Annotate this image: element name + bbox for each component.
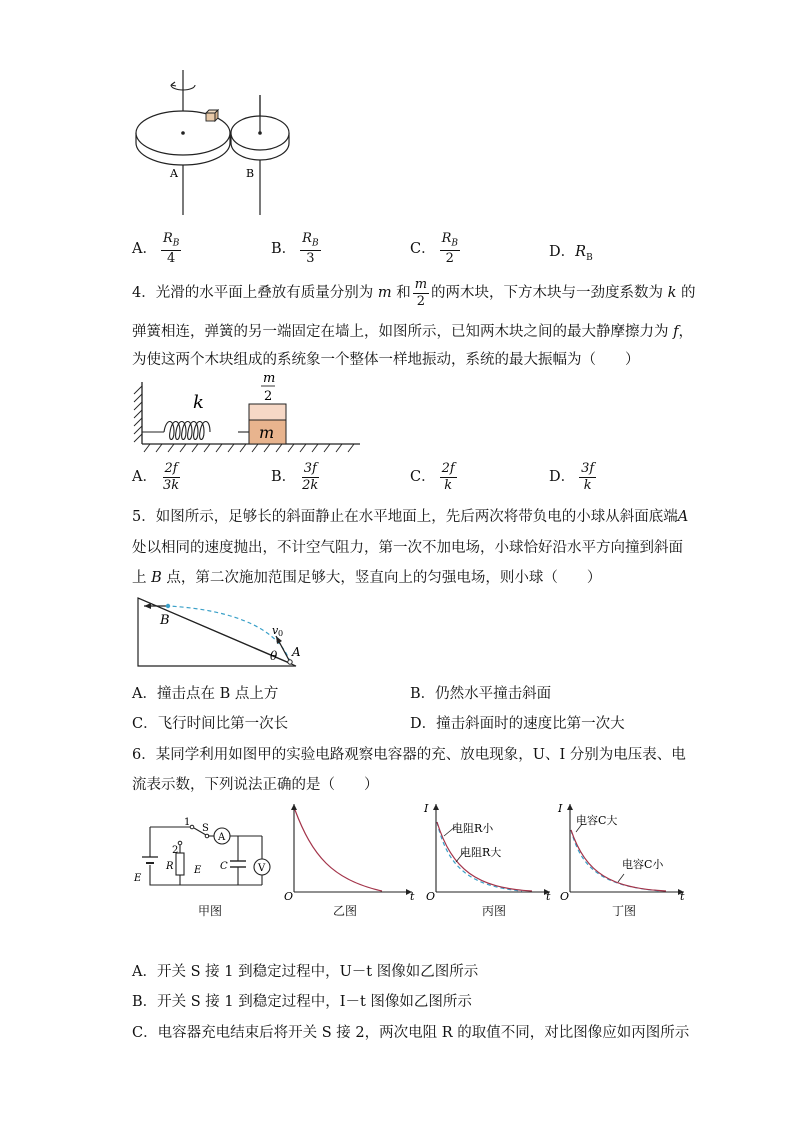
figure-q3-wheels — [128, 65, 308, 217]
label-wheel-a: A — [170, 167, 178, 180]
contact-1: 1 — [184, 817, 191, 828]
caption-bing: 丙图 — [482, 904, 507, 918]
q5-option-b[interactable]: B．仍然水平撞击斜面 — [410, 686, 552, 702]
block-top-num: m — [263, 372, 276, 386]
q3-option-b[interactable]: B． $\frac{R_B}{3}$ — [271, 231, 319, 267]
contact-2: 2 — [172, 845, 179, 856]
q6-line-1: 6．某同学利用如图甲的实验电路观察电容器的充、放电现象，U、I 分别为电压表、电 — [132, 747, 686, 763]
q6-option-c[interactable]: C．电容器充电结束后将开关 S 接 2，两次电阻 R 的取值不同，对比图像应如丙图所示 — [132, 1025, 690, 1041]
point-a: A — [292, 645, 301, 659]
voltmeter-v: V — [258, 863, 266, 874]
spring-label-k: k — [193, 392, 204, 413]
figure-q5-incline — [130, 592, 305, 672]
q3-option-c[interactable]: C． $\frac{R_B}{2}$ — [410, 231, 459, 267]
q3-option-a[interactable]: A． $\frac{R_B}{4}$ — [132, 231, 180, 267]
capacitor-c: C — [220, 861, 228, 872]
switch-s: S — [202, 823, 209, 834]
origin-ding: O — [560, 890, 570, 902]
block-m-label: m — [259, 423, 275, 442]
caption-yi: 乙图 — [333, 904, 358, 918]
figure-q6-circuit — [132, 815, 277, 905]
q5-option-a[interactable]: A．撞击点在 B 点上方 — [132, 686, 279, 702]
i-axis-ding: I — [558, 802, 563, 815]
emf-e-left: E — [134, 873, 142, 884]
q5-line-2: 处以相同的速度抛出，不计空气阻力，第一次不加电场，小球恰好沿水平方向撞到斜面 — [132, 540, 683, 556]
origin-bing: O — [426, 890, 436, 902]
q6-line-2: 流表示数，下列说法正确的是（ ） — [132, 777, 379, 793]
q6-option-a[interactable]: A．开关 S 接 1 到稳定过程中，U－t 图像如乙图所示 — [132, 964, 479, 980]
point-b: B — [160, 613, 170, 628]
q4-option-c[interactable]: C． $\frac{2f}{k}$ — [410, 461, 455, 493]
label-wheel-b: B — [246, 167, 255, 180]
i-axis-bing: I — [424, 802, 429, 815]
caption-jia: 甲图 — [198, 904, 223, 918]
q4-line-2: 弹簧相连，弹簧的另一端固定在墙上，如图所示，已知两木块之间的最大静摩擦力为 f， — [132, 324, 693, 340]
q3-option-d[interactable]: D．$R_B$ — [549, 244, 593, 263]
q4-option-b[interactable]: B． $\frac{3f}{2k}$ — [271, 461, 319, 493]
q5-option-d[interactable]: D．撞击斜面时的速度比第一次大 — [410, 716, 625, 732]
velocity-v: v — [272, 624, 279, 637]
q4-option-d[interactable]: D． $\frac{3f}{k}$ — [549, 461, 595, 493]
angle-theta: θ — [270, 649, 278, 663]
caption-ding: 丁图 — [612, 904, 637, 918]
velocity-sub: 0 — [278, 629, 284, 638]
figure-q4-spring-blocks — [128, 372, 368, 454]
emf-e: E — [194, 865, 202, 876]
figure-q6-yi — [282, 800, 422, 902]
q6-option-b[interactable]: B．开关 S 接 1 到稳定过程中，I－t 图像如乙图所示 — [132, 994, 472, 1010]
label-r-small: 电阻R小 — [452, 822, 494, 835]
q5-line-1: 5．如图所示，足够长的斜面静止在水平地面上，先后两次将带负电的小球从斜面底端A — [132, 509, 689, 525]
t-axis-yi: t — [410, 890, 415, 902]
q4-line-3: 为使这两个木块组成的系统象一个整体一样地振动，系统的最大振幅为（ ） — [132, 352, 640, 368]
q5-line-3: 上 B 点，第二次施加范围足够大，竖直向上的匀强电场，则小球（ ） — [132, 570, 602, 586]
q4-option-a[interactable]: A． $\frac{2f}{3k}$ — [132, 461, 180, 493]
origin-yi: O — [284, 890, 294, 902]
figure-q6-ding — [556, 800, 691, 902]
q5-option-c[interactable]: C．飞行时间比第一次长 — [132, 716, 289, 732]
resistor-r: R — [166, 861, 174, 872]
figure-q6-bing — [422, 800, 557, 902]
ammeter-a: A — [218, 832, 226, 843]
t-axis-bing: t — [546, 890, 551, 902]
label-r-large: 电阻R大 — [460, 846, 502, 859]
block-top-den: 2 — [264, 389, 273, 404]
label-c-large: 电容C大 — [576, 814, 618, 827]
t-axis-ding: t — [680, 890, 685, 902]
q4-line-1: 4．光滑的水平面上叠放有质量分别为 m 和 $\frac{m}{2}$ 的两木块，下方木块与一劲度系数为 k 的 — [132, 277, 696, 309]
label-c-small: 电容C小 — [622, 858, 664, 871]
